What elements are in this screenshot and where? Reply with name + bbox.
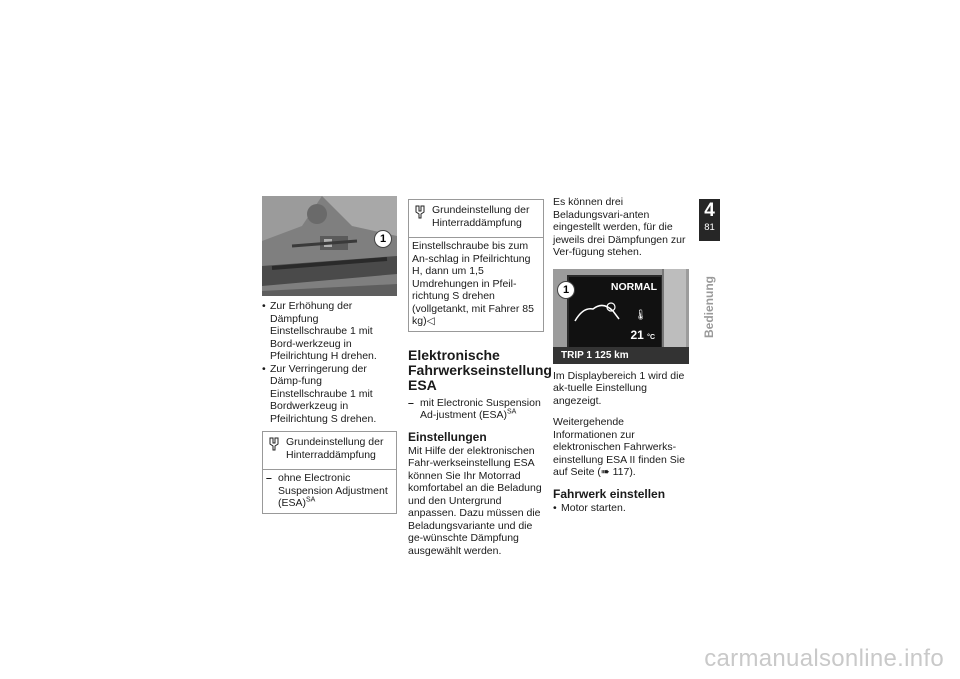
body-paragraph: Mit Hilfe der elektronischen Fahr-werkseinstellung ESA können Sie Ihr Motorrad komfortabel an die Beladung und den Untergrund anpassen. Dazu müssen die Beladungsvariante und die ge-wünschte Dämpfung ausgewählt werden.: [408, 444, 542, 557]
column-3: [553, 196, 691, 514]
watermark: carmanualsonline.info: [704, 645, 944, 672]
box-title: Grundeinstellung der Hinterraddämpfung: [286, 436, 384, 461]
box-header: [263, 432, 396, 470]
list-item: • Zur Erhöhung der Dämpfung Einstellschraube 1 mit Bord-werkzeug in Pfeilrichtung H drehen.: [262, 300, 397, 363]
callout-1: 1: [557, 281, 575, 299]
sa-superscript: SA: [506, 408, 517, 416]
tool-setting-icon: [414, 204, 428, 229]
figure-caption: Im Displaybereich 1 wird die ak-tuelle Einstellung angezeigt.: [553, 369, 685, 407]
chapter-label: Bedienung: [702, 276, 716, 338]
box-title: Grundeinstellung der Hinterraddämpfung: [432, 204, 530, 229]
thermometer-icon: 🌡︎: [634, 309, 647, 321]
base-setting-box: [408, 199, 544, 332]
equipment-item: – mit Electronic Suspension Ad-justment (ESA)$^{SA}$: [408, 397, 544, 422]
callout-1: 1: [374, 230, 392, 248]
chapter-number: 4: [704, 200, 715, 221]
body-paragraph: Weitergehende Informationen zur elektronischen Fahrwerks-einstellung ESA II finden Sie auf Seite (➠ 117).: [553, 416, 685, 478]
list-item: • Zur Verringerung der Dämp-fung Einstellschraube 1 mit Bordwerkzeug in Pfeilrichtung S drehen.: [262, 363, 397, 426]
tool-setting-icon: [268, 436, 282, 461]
trip-readout: TRIP 1 125 km: [553, 347, 689, 364]
sa-superscript: SA: [306, 496, 316, 504]
column-2: [408, 196, 552, 557]
subsection-heading: Fahrwerk einstellen: [553, 486, 666, 501]
box-header: [409, 200, 543, 238]
adjust-steps: [262, 300, 397, 425]
column-1: [262, 196, 397, 514]
mode-readout: NORMAL: [610, 280, 657, 293]
chapter-tab: [699, 199, 720, 241]
box-body: [263, 470, 396, 513]
body-paragraph: Es können drei Beladungsvari-anten eingestellt werden, für die jeweils drei Dämpfungen zur Ver-fügung stehen.: [553, 196, 686, 258]
base-setting-box: [262, 431, 397, 514]
page-number: 81: [704, 222, 715, 233]
rear-damper-photo: [262, 196, 397, 296]
temperature-readout: 21 °C: [630, 327, 655, 342]
start-steps: [553, 502, 691, 515]
subsection-heading: Einstellungen: [408, 429, 487, 444]
section-heading: Elektronische Fahrwerkseinstellung ESA: [408, 346, 552, 393]
list-item: • Motor starten.: [553, 502, 691, 515]
box-body: Einstellschraube bis zum An-schlag in Pfeilrichtung H, dann um 1,5 Umdrehungen in Pfeil-richtung S drehen (vollgetankt, mit Fahrer 85 kg)◁: [412, 240, 534, 327]
equipment-item: – ohne Electronic Suspension Adjustment (ESA)$^{SA}$: [266, 472, 393, 510]
motorcycle-load-icon: [573, 299, 623, 325]
esa-display-photo: [553, 269, 689, 364]
